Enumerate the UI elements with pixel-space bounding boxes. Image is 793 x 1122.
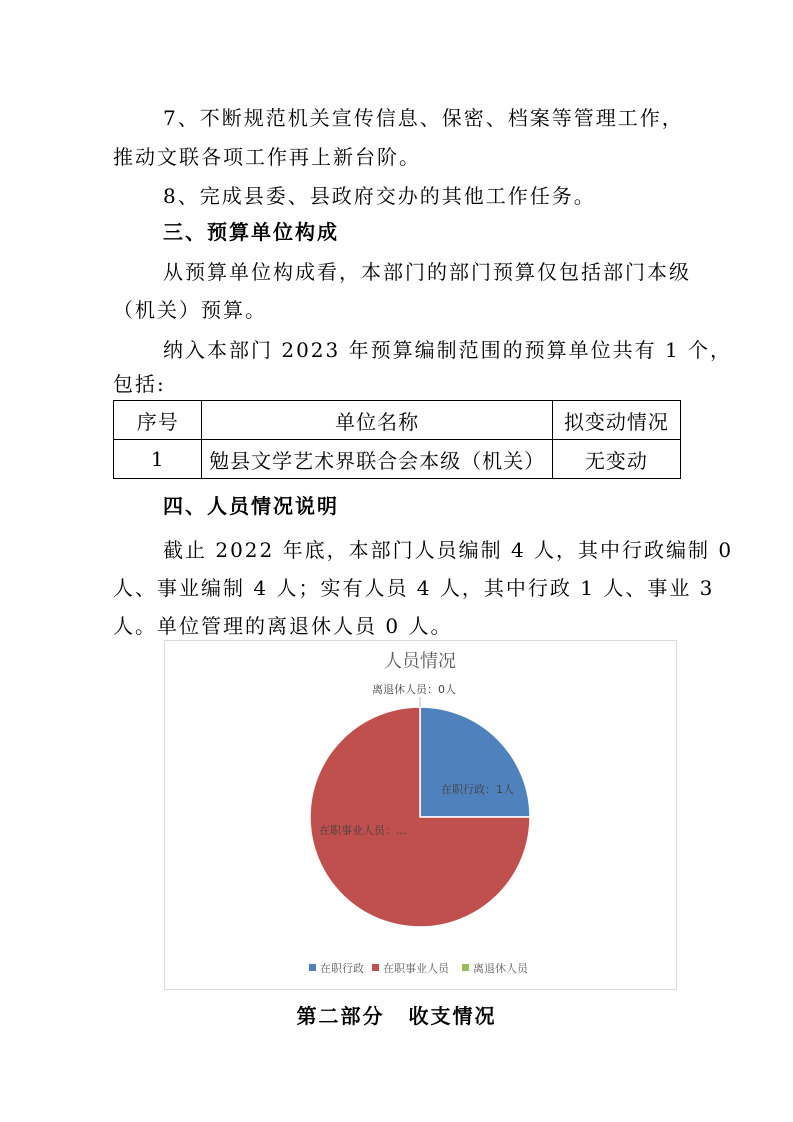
section-4-paragraph-line-2: 人、事业编制 4 人；实有人员 4 人，其中行政 1 人、事业 3 xyxy=(113,576,715,600)
section-4-heading: 四、人员情况说明 xyxy=(163,494,339,518)
table-row xyxy=(114,440,681,479)
paragraph-7-line-1: 7、不断规范机关宣传信息、保密、档案等管理工作， xyxy=(163,106,684,130)
pie-slice-admin xyxy=(420,707,530,817)
section-4-paragraph-line-1: 截止 2022 年底，本部门人员编制 4 人，其中行政编制 0 xyxy=(163,538,734,562)
section-3-paragraph-1-line-2: （机关）预算。 xyxy=(113,298,267,322)
legend-swatch-career xyxy=(372,964,379,971)
section-3-heading: 三、预算单位构成 xyxy=(163,220,339,244)
legend-label-admin: 在职行政 xyxy=(320,962,364,975)
budget-unit-table xyxy=(113,400,681,479)
table-cell: 勉县文学艺术界联合会本级（机关） xyxy=(202,440,552,479)
section-3-paragraph-1-line-1: 从预算单位构成看，本部门的部门预算仅包括部门本级 xyxy=(163,260,691,284)
staff-pie-chart xyxy=(164,640,677,990)
part-label: 第二部分 xyxy=(296,1004,385,1028)
chart-title: 人员情况 xyxy=(384,651,456,672)
legend-label-retired: 离退休人员 xyxy=(473,962,528,975)
part-2-title xyxy=(0,1000,793,1029)
part-title: 收支情况 xyxy=(408,1004,497,1028)
section-3-paragraph-2-line-1: 纳入本部门 2023 年预算编制范围的预算单位共有 1 个， xyxy=(163,338,733,362)
paragraph-8: 8、完成县委、县政府交办的其他工作任务。 xyxy=(163,184,596,208)
legend-label-career: 在职事业人员 xyxy=(383,962,449,975)
table-cell: 1 xyxy=(114,440,202,479)
table-header-row xyxy=(114,401,681,440)
data-label-career: 在职事业人员：... xyxy=(319,824,407,837)
pie-chart-svg xyxy=(165,641,676,989)
data-label-retired: 离退休人员：0人 xyxy=(372,683,456,696)
legend-swatch-admin xyxy=(309,964,316,971)
section-3-paragraph-2-line-2: 包括: xyxy=(113,372,166,396)
legend-swatch-retired xyxy=(462,964,469,971)
table-header-cell: 拟变动情况 xyxy=(552,401,680,440)
paragraph-7-line-2: 推动文联各项工作再上新台阶。 xyxy=(113,145,421,169)
section-4-paragraph-line-3: 人。单位管理的离退休人员 0 人。 xyxy=(113,614,453,638)
data-label-admin: 在职行政：1人 xyxy=(441,783,514,796)
table-cell: 无变动 xyxy=(552,440,680,479)
table-header-cell: 序号 xyxy=(114,401,202,440)
table-header-cell: 单位名称 xyxy=(202,401,552,440)
